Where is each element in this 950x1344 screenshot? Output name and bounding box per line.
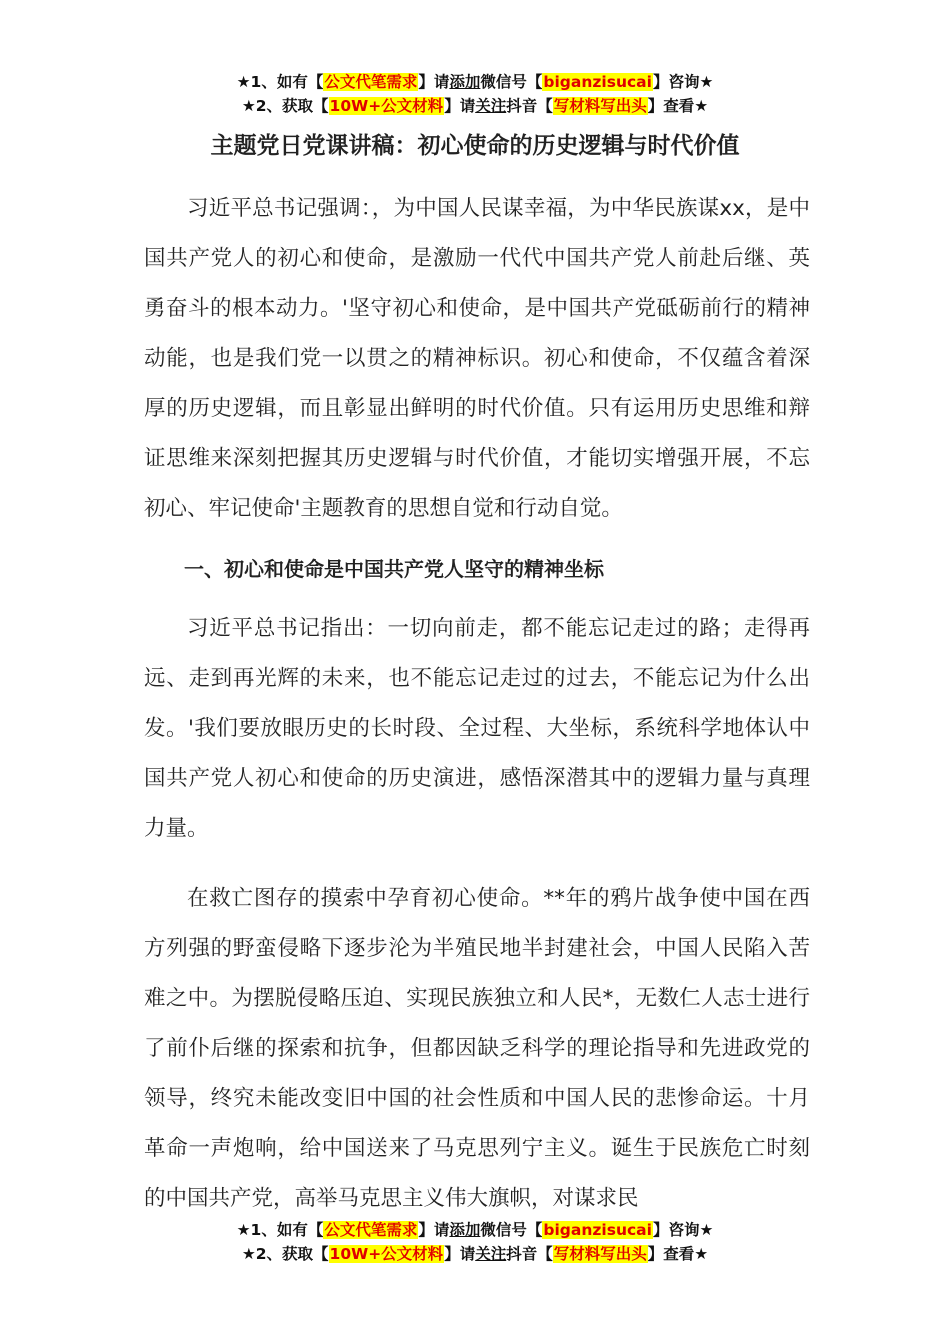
banner-text: 微信号【 bbox=[480, 73, 543, 91]
banner-text: ★2、获取【 bbox=[241, 97, 329, 115]
highlight-douyin-id: 写材料写出头 bbox=[553, 97, 647, 115]
highlight-materials: 10W+公文材料 bbox=[329, 1245, 444, 1263]
banner-line-1 bbox=[0, 70, 950, 94]
highlight-douyin-id: 写材料写出头 bbox=[553, 1245, 647, 1263]
banner-text: ★2、获取【 bbox=[241, 1245, 329, 1263]
banner-underline-text: 关注 bbox=[475, 1245, 507, 1263]
highlight-wechat-id: biganzisucai bbox=[543, 1221, 652, 1239]
banner-text: 】请 bbox=[418, 1221, 450, 1239]
paragraph-intro: 习近平总书记强调：，为中国人民谋幸福，为中华民族谋xx，是中国共产党人的初心和使命，是激励一代代中国共产党人前赴后继、英勇奋斗的根本动力。'坚守初心和使命，是中国共产党砥砺前行的精神动能，也是我们党一以贯之的精神标识。初心和使命，不仅蕴含着深厚的历史逻辑，而且彰显出鲜明的时代价值。只有运用历史思维和辩证思维来深刻把握其历史逻辑与时代价值，才能切实增强开展，不忘初心、牢记使命'主题教育的思想自觉和行动自觉。 bbox=[144, 196, 810, 521]
paragraph-3: 在救亡图存的摸索中孕育初心使命。**年的鸦片战争使中国在西方列强的野蛮侵略下逐步沦为半殖民地半封建社会，中国人民陷入苦难之中。为摆脱侵略压迫、实现民族独立和人民*，无数仁人志士进行了前仆后继的探索和抗争，但都因缺乏科学的理论指导和先进政党的领导，终究未能改变旧中国的社会性质和中国人民的悲惨命运。十月革命一声炮响，给中国送来了马克思列宁主义。诞生于民族危亡时刻的中国共产党，高举马克思主义伟大旗帜，对谋求民 bbox=[144, 886, 810, 1211]
banner-text: 】查看★ bbox=[647, 97, 709, 115]
paragraph-2: 习近平总书记指出：一切向前走，都不能忘记走过的路；走得再远、走到再光辉的未来，也不能忘记走过的过去，不能忘记为什么出发。'我们要放眼历史的长时段、全过程、大坐标，系统科学地体认中国共产党人初心和使命的历史演进，感悟深潜其中的逻辑力量与真理力量。 bbox=[144, 616, 810, 841]
banner-text: 】请 bbox=[444, 97, 476, 115]
document-title: 主题党日党课讲稿：初心使命的历史逻辑与时代价值 bbox=[210, 133, 740, 159]
banner-text: 】咨询★ bbox=[652, 73, 714, 91]
banner-text: ★1、如有【 bbox=[236, 1221, 324, 1239]
banner-text: 】请 bbox=[418, 73, 450, 91]
banner-text: 】咨询★ bbox=[652, 1221, 714, 1239]
banner-underline-text: 添加 bbox=[449, 73, 481, 91]
banner-text: 抖音【 bbox=[506, 97, 553, 115]
footer-banner bbox=[0, 1218, 950, 1266]
header-banner bbox=[0, 70, 950, 118]
highlight-service: 公文代笔需求 bbox=[324, 73, 418, 91]
banner-line-2 bbox=[0, 94, 950, 118]
banner-text: ★1、如有【 bbox=[236, 73, 324, 91]
highlight-wechat-id: biganzisucai bbox=[543, 73, 652, 91]
banner-underline-text: 添加 bbox=[449, 1221, 481, 1239]
document-body bbox=[144, 184, 810, 1224]
highlight-service: 公文代笔需求 bbox=[324, 1221, 418, 1239]
banner-text: 】查看★ bbox=[647, 1245, 709, 1263]
banner-underline-text: 关注 bbox=[475, 97, 507, 115]
banner-text: 微信号【 bbox=[480, 1221, 543, 1239]
banner-line-2 bbox=[0, 1242, 950, 1266]
banner-text: 】请 bbox=[444, 1245, 476, 1263]
highlight-materials: 10W+公文材料 bbox=[329, 97, 444, 115]
section-heading-1: 一、初心和使命是中国共产党人坚守的精神坐标 bbox=[184, 557, 604, 581]
banner-text: 抖音【 bbox=[506, 1245, 553, 1263]
banner-line-1 bbox=[0, 1218, 950, 1242]
